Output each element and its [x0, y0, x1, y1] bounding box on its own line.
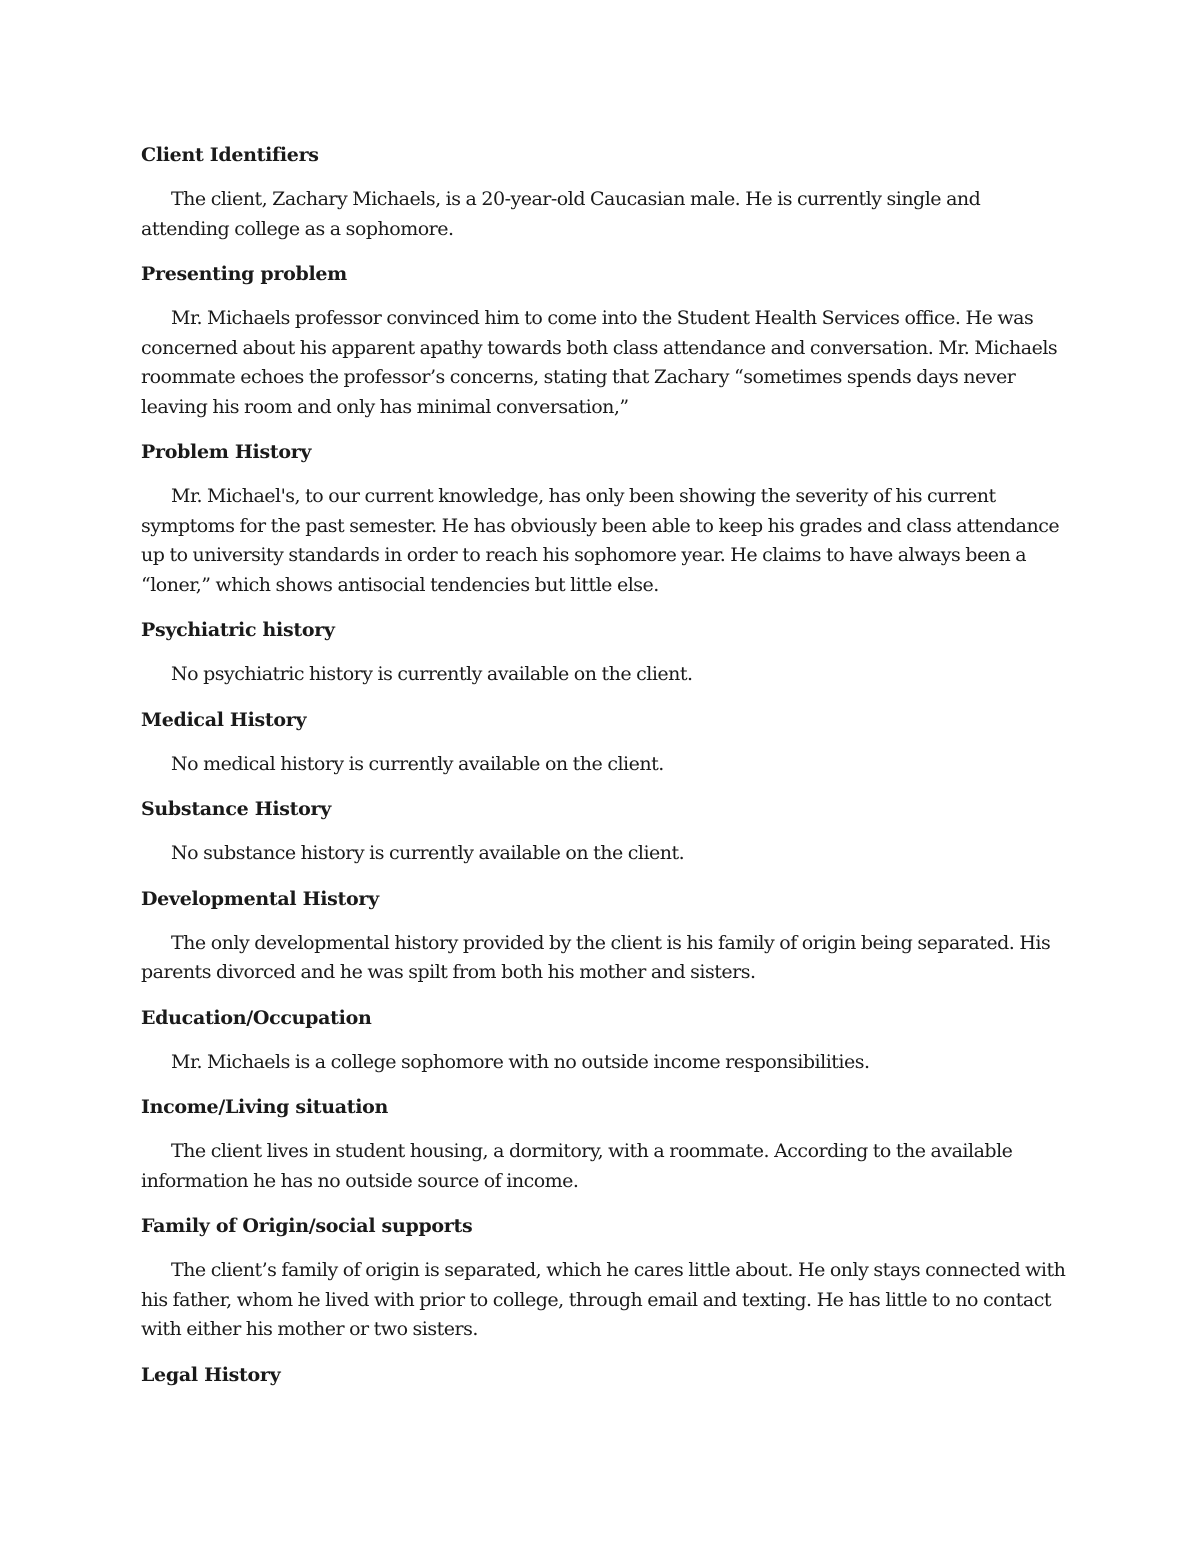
section-heading: Medical History	[141, 708, 307, 731]
section-heading: Problem History	[141, 441, 312, 463]
section-heading: Education/Occupation	[141, 1006, 372, 1029]
section-heading: Psychiatric history	[141, 619, 335, 641]
section-body: The client’s family of origin is separated, which he cares little about. He only stays connected with his father, whom he lived with prior to college, through email and texting. He has little to no contact with either his mother or two sisters.	[141, 1259, 1066, 1340]
section-body: No psychiatric history is currently available on the client.	[171, 663, 693, 685]
section-heading: Income/Living situation	[141, 1096, 389, 1118]
section-problem-history	[141, 437, 1071, 600]
section-developmental-history	[141, 884, 1071, 988]
section-body: Mr. Michael's, to our current knowledge, has only been showing the severity of his current symptoms for the past semester. He has obviously been able to keep his grades and class attendance up to university standards in order to reach his sophomore year. He claims to have always been a “loner,” which shows antisocial tendencies but little else.	[141, 485, 1060, 596]
section-body: Mr. Michaels professor convinced him to come into the Student Health Services office. He was concerned about his apparent apathy towards both class attendance and conversation. Mr. Michaels roommate echoes the professor’s concerns, stating that Zachary “sometimes spends days never leaving his room and only has minimal conversation,”	[141, 307, 1058, 418]
section-body: The client lives in student housing, a dormitory, with a roommate. According to the available information he has no outside source of income.	[141, 1140, 1013, 1192]
section-body: Mr. Michaels is a college sophomore with no outside income responsibilities.	[171, 1050, 870, 1073]
section-body: No substance history is currently available on the client.	[171, 842, 685, 864]
section-family-of-origin	[141, 1211, 1071, 1345]
section-body: No medical history is currently available on the client.	[171, 752, 664, 775]
section-education-occupation	[141, 1003, 1071, 1078]
section-medical-history	[141, 705, 1071, 780]
section-heading: Substance History	[141, 798, 331, 820]
section-heading: Legal History	[141, 1363, 281, 1386]
section-heading: Family of Origin/social supports	[141, 1215, 473, 1237]
section-substance-history	[141, 794, 1071, 869]
section-legal-history	[141, 1360, 1071, 1390]
section-heading: Developmental History	[141, 887, 379, 910]
section-income-living	[141, 1092, 1071, 1196]
section-presenting-problem	[141, 259, 1071, 422]
section-client-identifiers	[141, 140, 1071, 244]
section-heading: Client Identifiers	[141, 144, 319, 166]
section-heading: Presenting problem	[141, 263, 347, 285]
document-page	[141, 140, 1071, 1390]
section-psychiatric-history	[141, 615, 1071, 690]
section-body: The client, Zachary Michaels, is a 20-year-old Caucasian male. He is currently single and attending college as a sophomore.	[141, 188, 981, 240]
section-body: The only developmental history provided by the client is his family of origin being separated. His parents divorced and he was spilt from both his mother and sisters.	[141, 931, 1051, 983]
